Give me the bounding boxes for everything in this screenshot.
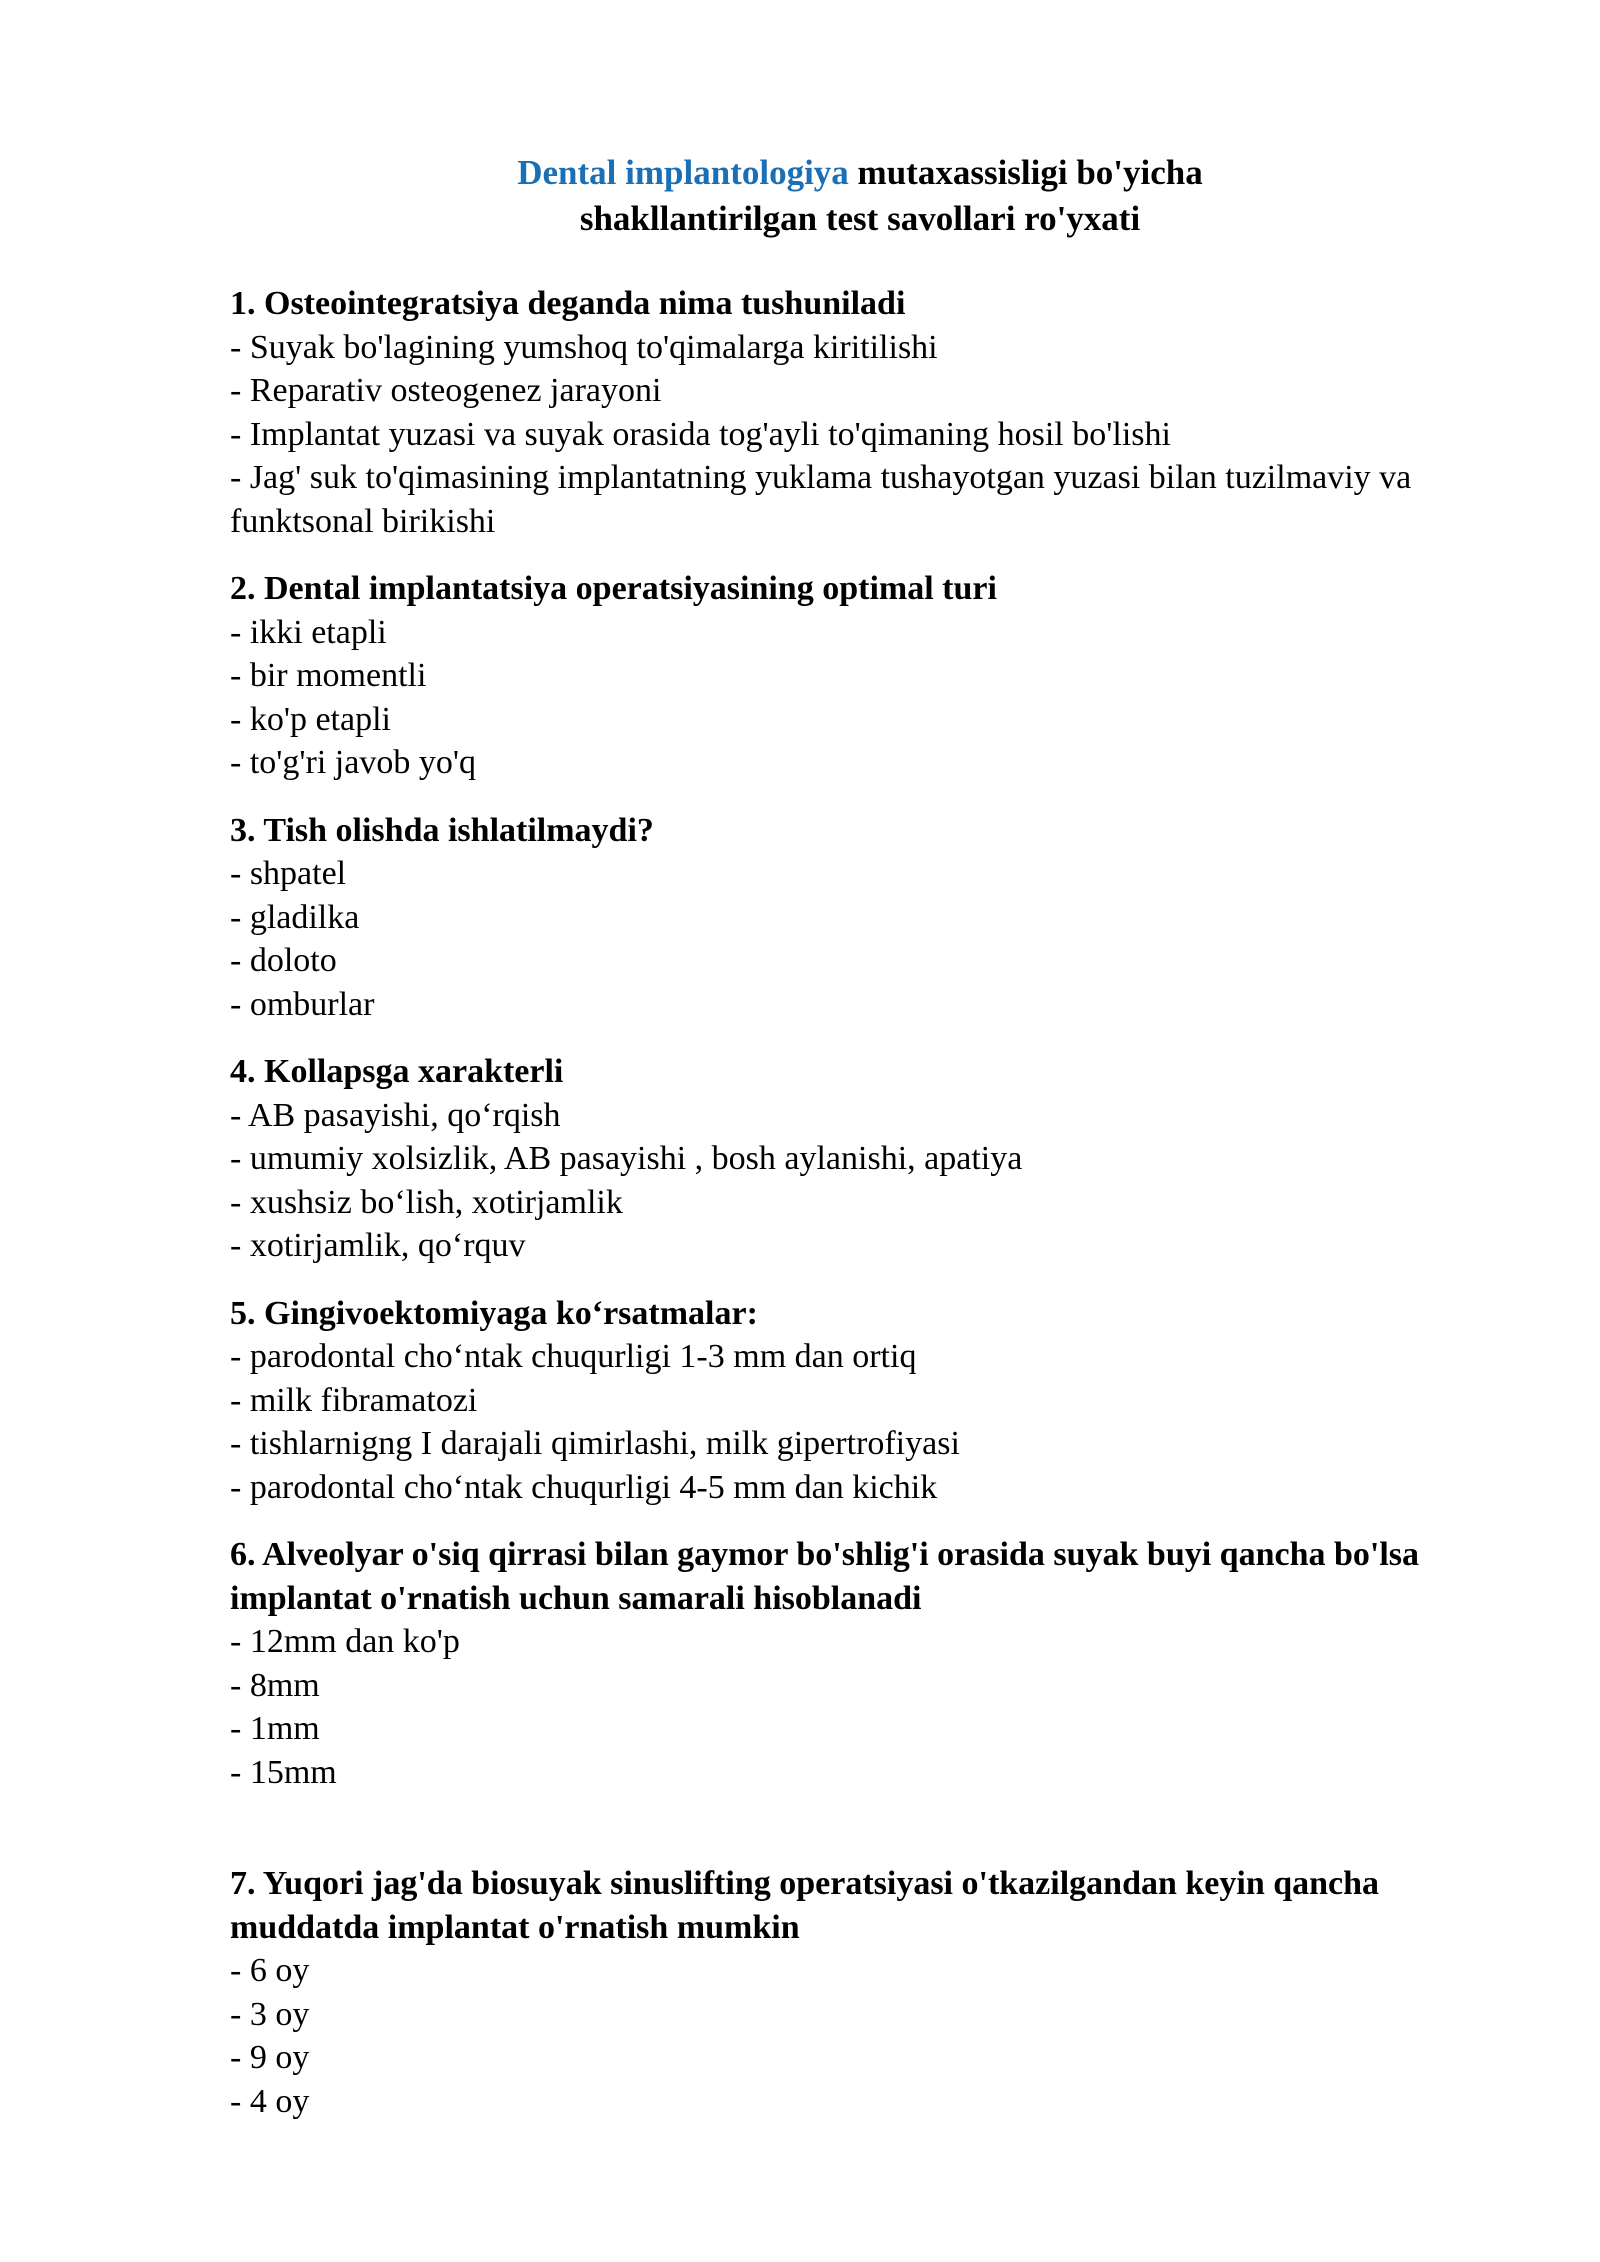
answer-option: - parodontal cho‘ntak chuqurligi 4-5 mm dan kichik: [230, 1468, 938, 1506]
answer-option: - doloto: [230, 942, 337, 979]
question-7: [230, 1862, 1480, 2123]
answer-option: - 9 oy: [230, 2039, 310, 2076]
answer-option: - parodontal cho‘ntak chuqurligi 1-3 mm dan ortiq: [230, 1338, 917, 1375]
answer-option: - Suyak bo'lagining yumshoq to'qimalarga kiritilishi: [230, 328, 938, 366]
title-line-1: [0, 150, 1600, 196]
question-title: 6. Alveolyar o'siq qirrasi bilan gaymor bo'shlig'i orasida suyak buyi qancha bo'lsa implantat o'rnatish uchun samarali hisoblanadi: [230, 1536, 1420, 1617]
question-title: 4. Kollapsga xarakterli: [230, 1053, 564, 1090]
answer-option: - Reparativ osteogenez jarayoni: [230, 372, 662, 409]
question-list: [230, 282, 1480, 2147]
document-title: [0, 150, 1600, 242]
question-2: [230, 567, 1480, 785]
answer-option: - shpatel: [230, 855, 347, 892]
question-title: 5. Gingivoektomiyaga ko‘rsatmalar:: [230, 1294, 758, 1332]
question-title: 1. Osteointegratsiya deganda nima tushuniladi: [230, 285, 906, 322]
answer-option: - 1mm: [230, 1710, 320, 1747]
answer-option: - bir momentli: [230, 657, 427, 694]
answer-option: - Jag' suk to'qimasining implantatning yuklama tushayotgan yuzasi bilan tuzilmaviy va funktsonal birikishi: [230, 459, 1412, 540]
answer-option: - 15mm: [230, 1753, 337, 1791]
answer-option: - milk fibramatozi: [230, 1381, 478, 1419]
answer-option: - xushsiz bo‘lish, xotirjamlik: [230, 1183, 623, 1221]
question-1: [230, 282, 1480, 543]
answer-option: - xotirjamlik, qo‘rquv: [230, 1227, 526, 1264]
answer-option: - 8mm: [230, 1666, 320, 1704]
answer-option: - to'g'ri javob yo'q: [230, 744, 476, 781]
question-6: [230, 1533, 1480, 1794]
answer-option: - 4 oy: [230, 2082, 310, 2120]
answer-option: - ko'p etapli: [230, 700, 391, 738]
question-title: 7. Yuqori jag'da biosuyak sinuslifting operatsiyasi o'tkazilgandan keyin qancha muddatda implantat o'rnatish mumkin: [230, 1865, 1380, 1946]
answer-option: - 12mm dan ko'p: [230, 1623, 460, 1660]
title-line-2: shakllantirilgan test savollari ro'yxati: [579, 199, 1141, 238]
question-3: [230, 809, 1480, 1027]
answer-option: - tishlarnigng I darajali qimirlashi, milk gipertrofiyasi: [230, 1425, 960, 1462]
question-title: 3. Tish olishda ishlatilmaydi?: [230, 811, 654, 849]
answer-option: - gladilka: [230, 898, 360, 936]
question-4: [230, 1050, 1480, 1268]
title-rest: mutaxassisligi bo'yicha: [848, 153, 1203, 192]
answer-option: - 6 oy: [230, 1952, 310, 1989]
answer-option: - AB pasayishi, qo‘rqish: [230, 1096, 561, 1134]
question-title: 2. Dental implantatsiya operatsiyasining optimal turi: [230, 570, 997, 607]
answer-option: - Implantat yuzasi va suyak orasida tog'ayli to'qimaning hosil bo'lishi: [230, 415, 1171, 453]
answer-option: - ikki etapli: [230, 613, 387, 651]
question-5: [230, 1292, 1480, 1510]
title-accent: Dental implantologiya: [517, 153, 849, 192]
answer-option: - omburlar: [230, 985, 375, 1023]
answer-option: - 3 oy: [230, 1995, 310, 2033]
answer-option: - umumiy xolsizlik, AB pasayishi , bosh aylanishi, apatiya: [230, 1140, 1023, 1177]
